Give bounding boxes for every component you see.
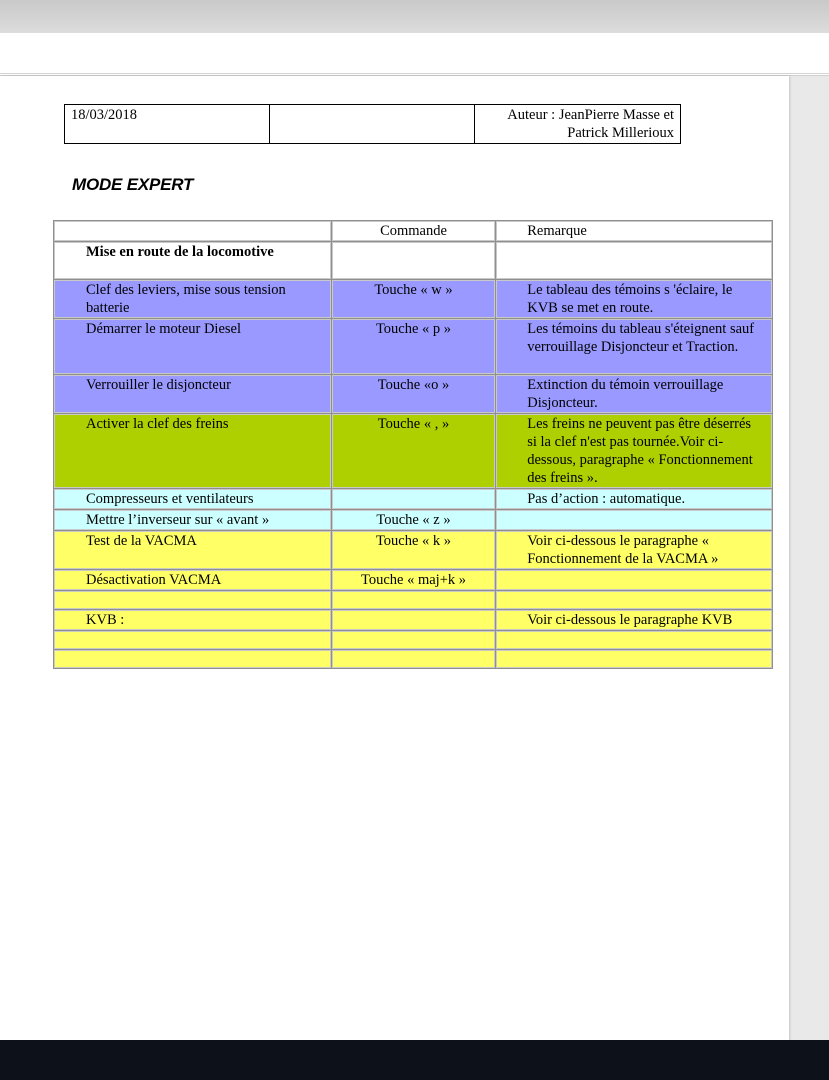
table-row <box>54 242 772 279</box>
commands-table <box>53 220 773 669</box>
header-author <box>475 105 681 144</box>
cell-command: Touche « , » <box>332 414 495 488</box>
toolbar-strip <box>0 33 829 74</box>
table-row <box>54 375 772 413</box>
table-row <box>54 319 772 374</box>
cell-remark: Pas d’action : automatique. <box>496 489 772 509</box>
cell-command: Touche «o » <box>332 375 495 413</box>
document-viewport[interactable] <box>0 75 829 1041</box>
cell-command <box>332 610 495 630</box>
cell-action <box>54 631 331 649</box>
cell-remark <box>496 570 772 590</box>
cell-command: Touche « maj+k » <box>332 570 495 590</box>
cell-remark: Voir ci-dessous le paragraphe « Fonctionnement de la VACMA » <box>496 531 772 569</box>
section-title: MODE EXPERT <box>72 175 194 194</box>
cell-command <box>332 489 495 509</box>
table-row <box>54 414 772 488</box>
cell-command <box>332 631 495 649</box>
cell-action <box>54 650 331 668</box>
table-row <box>54 591 772 609</box>
column-header-3: Remarque <box>496 221 772 241</box>
header-table <box>64 104 681 144</box>
column-header-1 <box>54 221 331 241</box>
cell-remark <box>496 650 772 668</box>
cell-remark: Les témoins du tableau s'éteignent sauf verrouillage Disjoncteur et Traction. <box>496 319 772 374</box>
cell-command <box>332 591 495 609</box>
cell-action: KVB : <box>54 610 331 630</box>
cell-action: Compresseurs et ventilateurs <box>54 489 331 509</box>
cell-action: Mettre l’inverseur sur « avant » <box>54 510 331 530</box>
cell-action: Désactivation VACMA <box>54 570 331 590</box>
cell-command: Touche « w » <box>332 280 495 318</box>
table-row <box>54 650 772 668</box>
table-row <box>54 531 772 569</box>
table-row <box>54 489 772 509</box>
cell-remark: Voir ci-dessous le paragraphe KVB <box>496 610 772 630</box>
header-author-line1: Auteur : JeanPierre Masse et <box>507 107 674 123</box>
table-header-row <box>54 221 772 241</box>
cell-remark: Extinction du témoin verrouillage Disjoncteur. <box>496 375 772 413</box>
cell-action: Clef des leviers, mise sous tension batterie <box>54 280 331 318</box>
cell-command <box>332 650 495 668</box>
header-date: 18/03/2018 <box>65 105 270 144</box>
cell-action: Démarrer le moteur Diesel <box>54 319 331 374</box>
cell-action <box>54 591 331 609</box>
table-row <box>54 510 772 530</box>
cell-command: Touche « k » <box>332 531 495 569</box>
window-top-bar <box>0 0 829 33</box>
cell-action: Verrouiller le disjoncteur <box>54 375 331 413</box>
cell-command: Touche « z » <box>332 510 495 530</box>
column-header-2: Commande <box>332 221 495 241</box>
header-author-line2: Patrick Millerioux <box>567 125 674 141</box>
cell-remark: Les freins ne peuvent pas être déserrés si la clef n'est pas tournée.Voir ci-dessous, paragraphe « Fonctionnement des freins ». <box>496 414 772 488</box>
header-middle-cell <box>270 105 475 144</box>
cell-command: Touche « p » <box>332 319 495 374</box>
table-row <box>54 610 772 630</box>
cell-action: Activer la clef des freins <box>54 414 331 488</box>
table-row <box>54 570 772 590</box>
cell-remark <box>496 591 772 609</box>
cell-action: Mise en route de la locomotive <box>54 242 331 279</box>
cell-remark <box>496 242 772 279</box>
cell-action: Test de la VACMA <box>54 531 331 569</box>
document-page <box>0 76 789 1041</box>
table-row <box>54 280 772 318</box>
cell-command <box>332 242 495 279</box>
cell-remark <box>496 631 772 649</box>
taskbar <box>0 1040 829 1080</box>
table-row <box>54 631 772 649</box>
cell-remark <box>496 510 772 530</box>
cell-remark: Le tableau des témoins s 'éclaire, le KVB se met en route. <box>496 280 772 318</box>
